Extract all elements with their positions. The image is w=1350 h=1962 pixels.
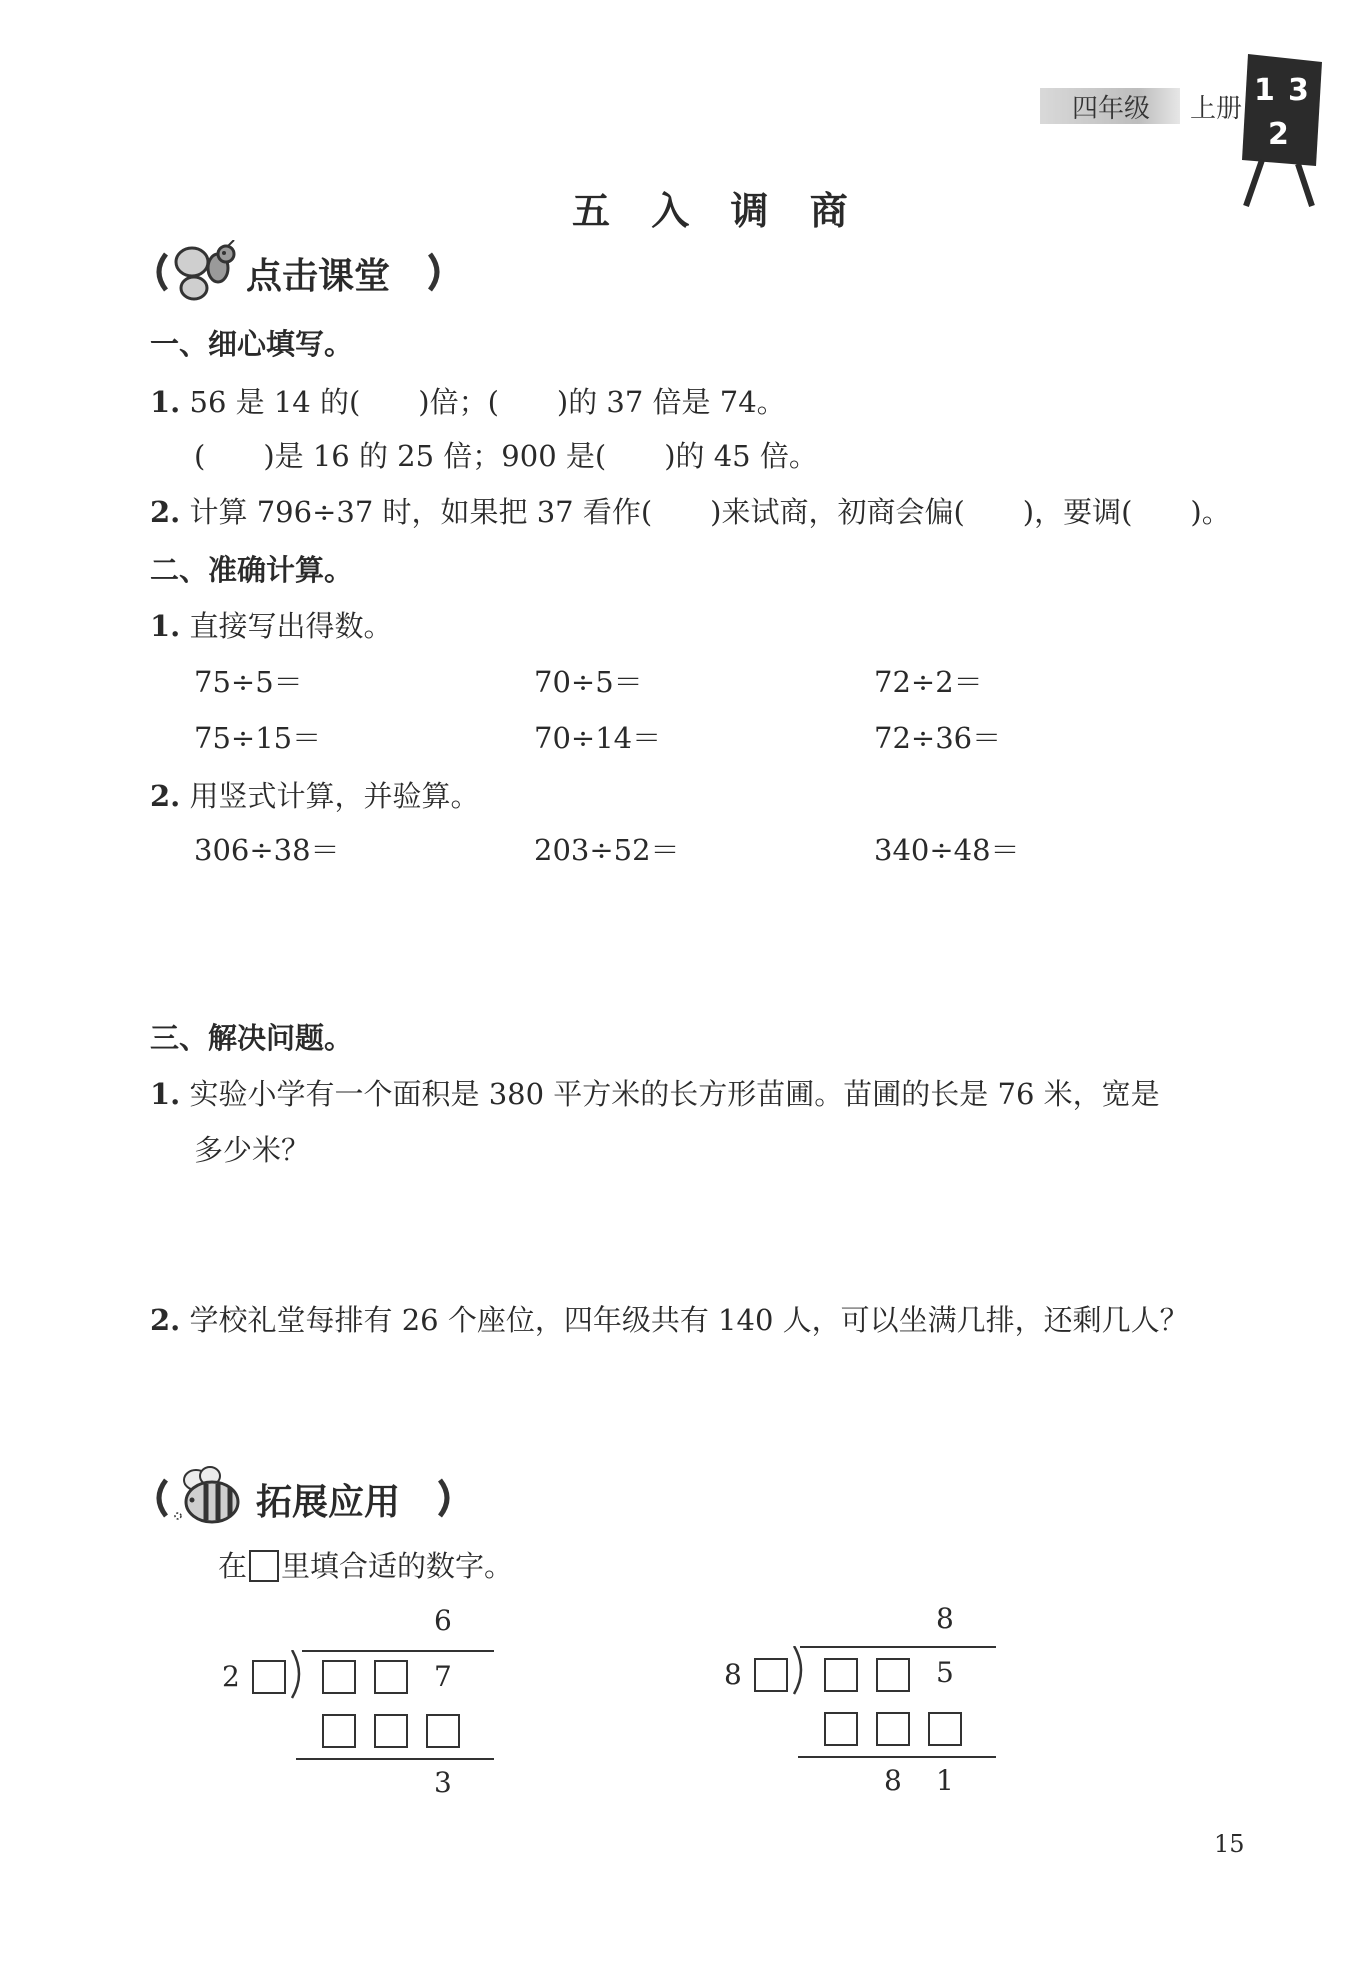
p1-remainder: 3 — [434, 1766, 452, 1799]
badge-digit-1: 1 — [1254, 73, 1275, 108]
vertical-expr-3: 340÷48＝ — [874, 833, 1020, 867]
volume-label: 上册 — [1190, 94, 1243, 124]
p2-remainder-digit-1: 8 — [884, 1764, 902, 1797]
instruction-after: 里填合适的数字。 — [281, 1549, 514, 1583]
badge-digit-2: 2 — [1268, 117, 1289, 152]
p3-q1-number: 1. — [150, 1077, 181, 1111]
p2-blank-divisor[interactable] — [754, 1658, 788, 1692]
p3-q2-number: 2. — [150, 1303, 181, 1337]
p1-blank-dividend-1[interactable] — [322, 1660, 356, 1694]
p2-blank-product-3[interactable] — [928, 1712, 962, 1746]
p1-q2-text: 计算 796÷37 时，如果把 37 看作( )来试商，初商会偏( )，要调( )。 — [189, 495, 1231, 529]
oral-expr-4: 75÷15＝ — [194, 721, 322, 755]
p1-q2-number: 2. — [150, 495, 181, 529]
p1-division-bracket — [290, 1650, 308, 1700]
p1-dividend-last: 7 — [434, 1660, 452, 1693]
p1-blank-product-1[interactable] — [322, 1714, 356, 1748]
extension-instruction — [218, 1544, 513, 1585]
p1-blank-divisor[interactable] — [252, 1660, 286, 1694]
p1-division-bar — [302, 1650, 494, 1652]
p2-blank-product-2[interactable] — [876, 1712, 910, 1746]
p1-quotient: 6 — [434, 1604, 452, 1637]
oral-expr-5: 70÷14＝ — [534, 721, 662, 755]
section-heading-extension: 拓展应用 — [256, 1482, 401, 1523]
grade-label: 四年级 — [1072, 94, 1151, 124]
p2-subtract-line — [798, 1756, 996, 1758]
oral-expr-6: 72÷36＝ — [874, 721, 1002, 755]
p2-dividend-last: 5 — [936, 1656, 954, 1689]
p3-q2 — [150, 1298, 1189, 1339]
p1-blank-product-3[interactable] — [426, 1714, 460, 1748]
p1-q1-text1: 56 是 14 的( )倍；( )的 37 倍是 74。 — [189, 385, 786, 419]
butterfly-icon — [172, 240, 244, 304]
p2-q2-text: 用竖式计算，并验算。 — [189, 779, 480, 813]
p3-q1-text1: 实验小学有一个面积是 380 平方米的长方形苗圃。苗圃的长是 76 米，宽是 — [189, 1077, 1160, 1111]
p1-blank-product-2[interactable] — [374, 1714, 408, 1748]
p2-q1 — [150, 604, 393, 645]
p3-q1-line1 — [150, 1072, 1160, 1113]
part2-heading: 二、准确计算。 — [150, 553, 354, 587]
p1-q1-line2: ( )是 16 的 25 倍；900 是( )的 45 倍。 — [194, 439, 818, 473]
p2-q2-number: 2. — [150, 779, 181, 813]
blank-box-sample — [249, 1550, 279, 1582]
p2-division-bar — [800, 1646, 996, 1648]
p2-q1-text: 直接写出得数。 — [189, 609, 393, 643]
chalkboard-badge-icon — [1240, 48, 1326, 208]
instruction-before: 在 — [218, 1549, 248, 1583]
p1-q1-line1 — [150, 380, 786, 421]
oral-expr-3: 72÷2＝ — [874, 665, 983, 699]
bee-icon — [168, 1462, 254, 1528]
p2-q1-number: 1. — [150, 609, 181, 643]
p1-q2 — [150, 490, 1231, 531]
p1-q1-number: 1. — [150, 385, 181, 419]
vertical-expr-1: 306÷38＝ — [194, 833, 340, 867]
oral-expr-2: 70÷5＝ — [534, 665, 643, 699]
oral-expr-1: 75÷5＝ — [194, 665, 303, 699]
vertical-expr-2: 203÷52＝ — [534, 833, 680, 867]
part3-heading: 三、解决问题。 — [150, 1021, 354, 1055]
p2-blank-dividend-2[interactable] — [876, 1658, 910, 1692]
page-number: 15 — [1214, 1830, 1245, 1858]
page-title: 五 入 调 商 — [572, 189, 862, 233]
section-heading-practice: 点击课堂 — [246, 256, 391, 297]
p1-blank-dividend-2[interactable] — [374, 1660, 408, 1694]
p2-blank-product-1[interactable] — [824, 1712, 858, 1746]
part1-heading: 一、细心填写。 — [150, 327, 354, 361]
p2-blank-dividend-1[interactable] — [824, 1658, 858, 1692]
p2-remainder-digit-2: 1 — [936, 1764, 954, 1797]
p1-divisor-lead: 2 — [222, 1660, 240, 1693]
p1-subtract-line — [296, 1758, 494, 1760]
p3-q2-text: 学校礼堂每排有 26 个座位，四年级共有 140 人，可以坐满几排，还剩几人？ — [189, 1303, 1189, 1337]
p3-q1-line2: 多少米？ — [194, 1133, 311, 1167]
p2-divisor-lead: 8 — [724, 1658, 742, 1691]
p2-quotient: 8 — [936, 1602, 954, 1635]
badge-digit-3: 3 — [1288, 73, 1309, 108]
p2-q2 — [150, 774, 480, 815]
p2-division-bracket — [792, 1646, 810, 1696]
